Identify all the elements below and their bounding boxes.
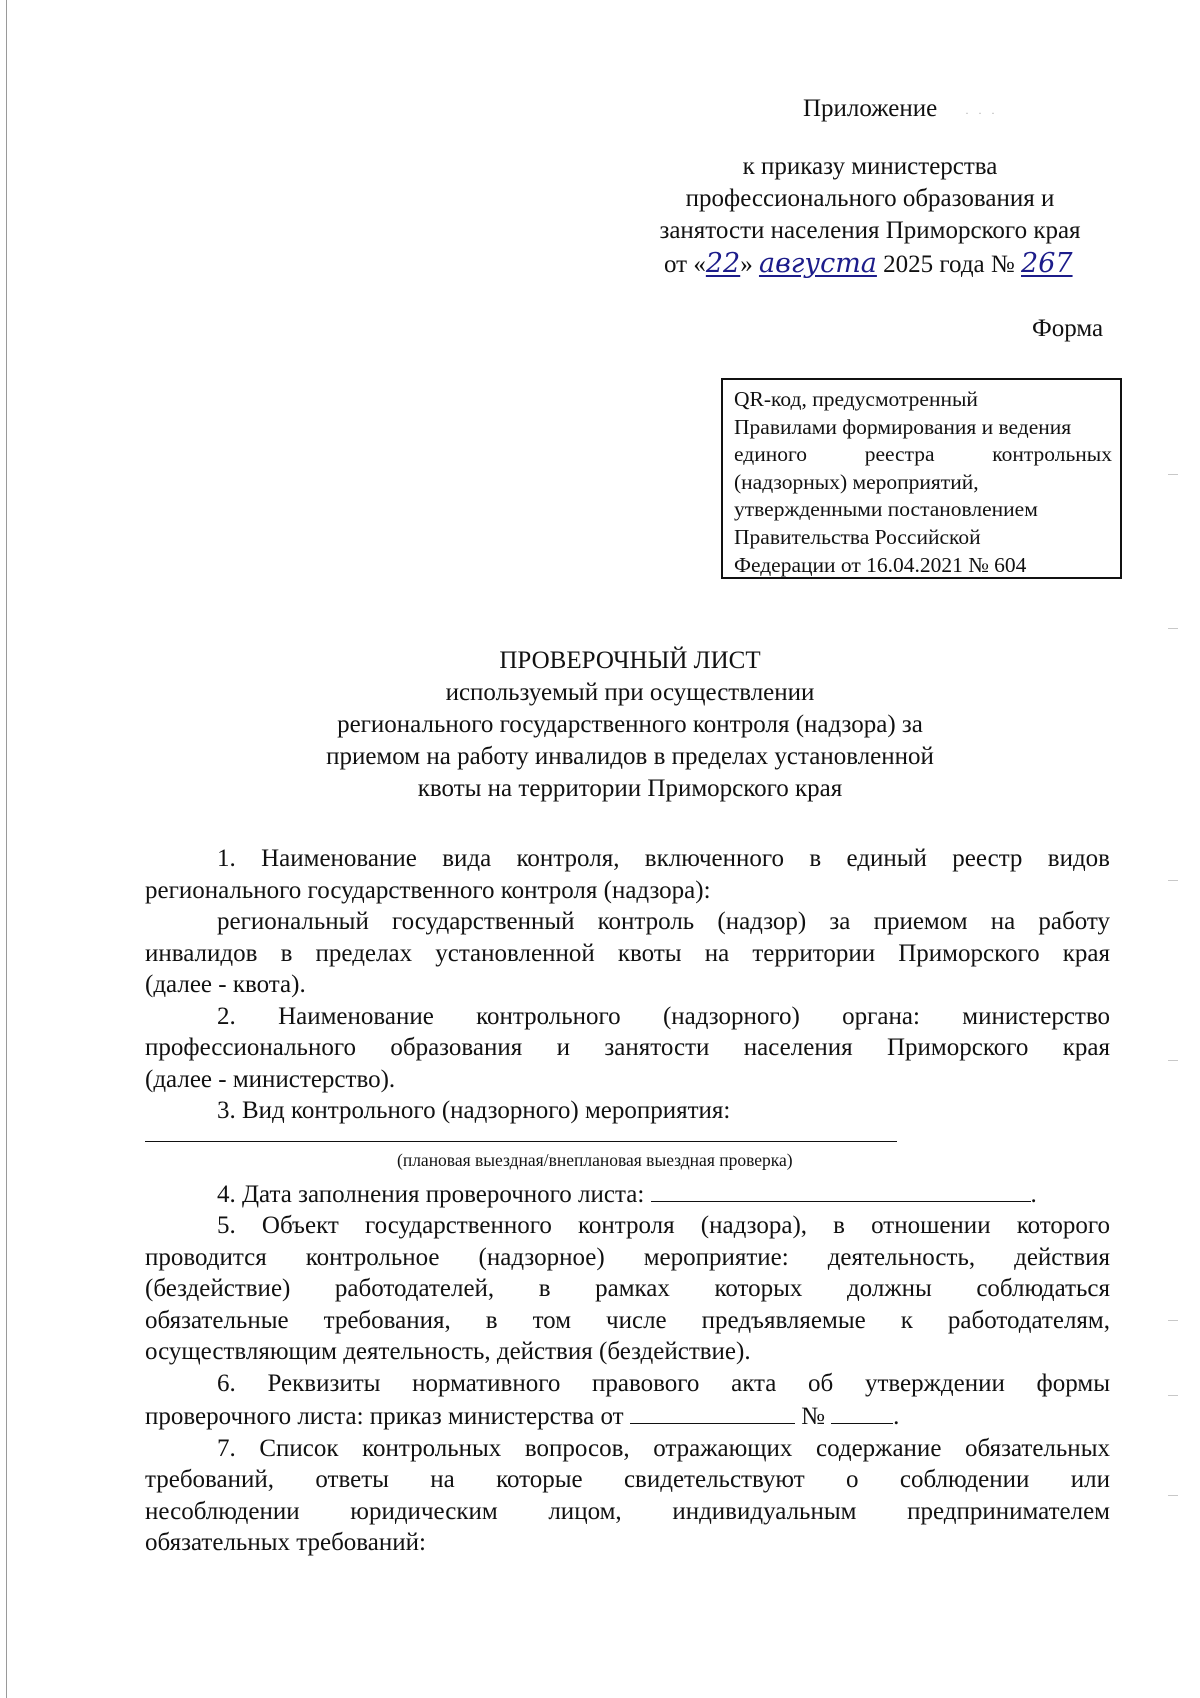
appendix-label: Приложение <box>803 95 938 122</box>
order-year-text: 2025 года № <box>883 251 1015 278</box>
title-heading: ПРОВЕРОЧНЫЙ ЛИСТ <box>499 647 761 674</box>
item-1-line: 1. Наименование вида контроля, включенного в единый реестр видов <box>217 845 1110 872</box>
scan-noise: · · · <box>965 106 998 120</box>
item-5-line: (бездействие) работодателей, в рамках которых должны соблюдаться <box>145 1275 1110 1302</box>
title-line: квоты на территории Приморского края <box>417 775 843 802</box>
item-5-line: 5. Объект государственного контроля (надзора), в отношении которого <box>217 1212 1110 1239</box>
inspection-type-blank[interactable] <box>145 1127 1110 1149</box>
document-title <box>140 645 1120 805</box>
item-2-line: (далее - министерство). <box>145 1065 396 1093</box>
qr-box-word: единого <box>734 442 807 467</box>
item-5-line: осуществляющим деятельность, действия (бездействие). <box>145 1338 751 1365</box>
qr-box-line: Федерации от 16.04.2021 № 604 <box>734 552 1027 577</box>
item-6-line: 6. Реквизиты нормативного правового акта об утверждении формы <box>217 1369 1110 1397</box>
item-1-line: (далее - квота). <box>145 971 306 998</box>
title-line: используемый при осуществлении <box>445 679 815 706</box>
order-day-handwritten: 22 <box>705 248 741 279</box>
item-2-line: профессионального образования и занятости населения Приморского края <box>145 1034 1110 1061</box>
item-2-line: 2. Наименование контрольного (надзорного) органа: министерство <box>217 1002 1110 1030</box>
qr-box-word: реестра <box>864 442 935 467</box>
title-line: приемом на работу инвалидов в пределах установленной <box>326 743 934 770</box>
order-date-blank[interactable] <box>630 1399 795 1424</box>
item-7-line: обязательных требований: <box>145 1529 426 1556</box>
order-date-number-line <box>664 248 1073 281</box>
appendix-line: занятости населения Приморского края <box>659 217 1081 244</box>
order-quote-close: » <box>740 251 753 278</box>
item-1-line: регионального государственного контроля (надзора): <box>145 876 711 904</box>
qr-box-word: контрольных <box>992 442 1112 467</box>
order-number-blank[interactable] <box>831 1399 893 1424</box>
item-7-line: несоблюдении юридическим лицом, индивидуальным предпринимателем <box>145 1497 1110 1525</box>
item-7-line: требований, ответы на которые свидетельствуют о соблюдении или <box>145 1466 1110 1493</box>
qr-box-line: Правительства Российской <box>734 524 981 549</box>
order-prefix: от « <box>664 251 706 278</box>
item-4-line: 4. Дата заполнения проверочного листа: . <box>145 1177 1110 1211</box>
inspection-type-underline <box>145 1141 897 1142</box>
qr-box-line: Правилами формирования и ведения <box>734 414 1072 439</box>
qr-box-line: утвержденными постановлением <box>734 497 1038 522</box>
appendix-line: профессионального образования и <box>685 185 1055 212</box>
order-number-handwritten: 267 <box>1021 248 1073 279</box>
item-1-line: региональный государственный контроль (надзор) за приемом на работу <box>217 908 1110 935</box>
qr-box-line: (надзорных) мероприятий, <box>734 469 979 494</box>
title-line: регионального государственного контроля (надзора) за <box>337 711 923 738</box>
scan-edge-line <box>6 0 7 1698</box>
item-3-line: 3. Вид контрольного (надзорного) мероприятия: <box>217 1097 731 1124</box>
appendix-line: к приказу министерства <box>742 153 998 180</box>
item-1-line: инвалидов в пределах установленной квоты на территории Приморского края <box>145 939 1110 967</box>
inspection-type-caption: (плановая выездная/внеплановая выездная проверка) <box>397 1149 793 1170</box>
order-month-handwritten: августа <box>758 248 877 279</box>
item-5-line: проводится контрольное (надзорное) мероприятие: деятельность, действия <box>145 1243 1110 1271</box>
qr-box-line: QR-код, предусмотренный <box>734 387 978 411</box>
item-7-line: 7. Список контрольных вопросов, отражающих содержание обязательных <box>217 1434 1110 1462</box>
item-6-line: проверочного листа: приказ министерства от № . <box>145 1399 1110 1433</box>
qr-box-justified-line <box>734 441 1112 469</box>
qr-code-notice-box <box>721 378 1122 579</box>
item-5-line: обязательные требования, в том числе предъявляемые к работодателям, <box>145 1306 1110 1334</box>
form-label: Форма <box>1032 315 1104 342</box>
document-body <box>145 843 1110 1559</box>
appendix-reference <box>620 151 1120 247</box>
fill-date-blank[interactable] <box>651 1177 1031 1202</box>
